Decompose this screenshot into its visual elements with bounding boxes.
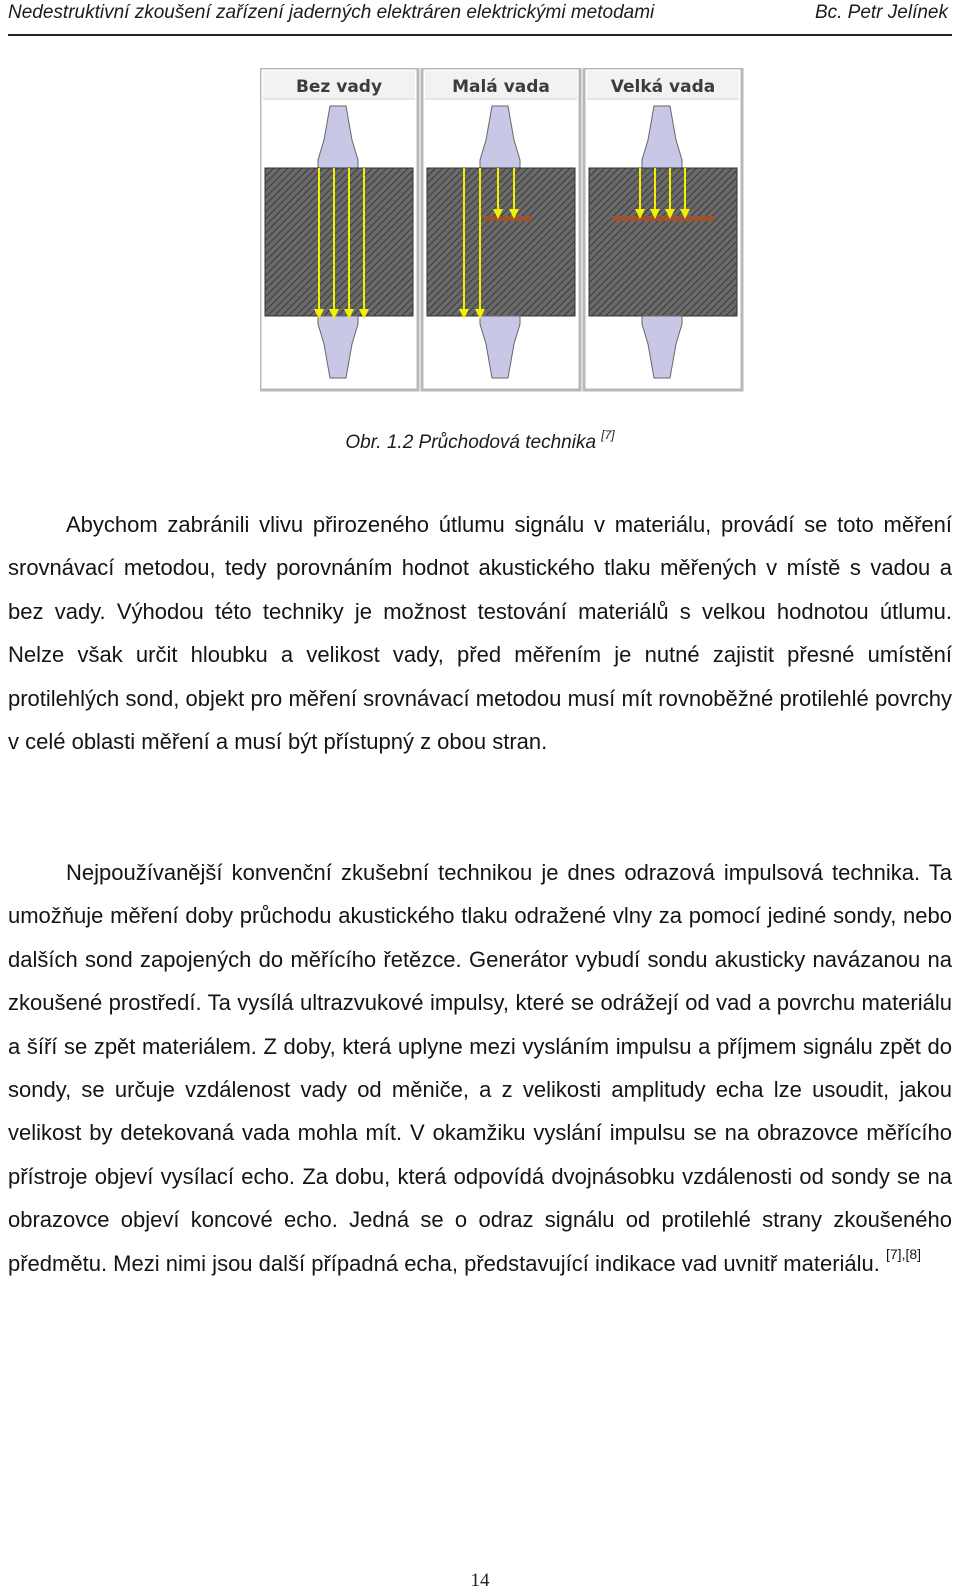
- specimen: [265, 168, 413, 316]
- paragraph-1: [8, 503, 952, 763]
- figure-caption: [0, 428, 960, 454]
- paragraph-container: [8, 851, 952, 1285]
- page-header: [8, 0, 952, 36]
- panel-label: Bez vady: [295, 77, 383, 97]
- panel-small-defect: [422, 68, 580, 390]
- specimen: [589, 168, 737, 316]
- paragraph-text: Nejpoužívanější konvenční zkušební technikou je dnes odrazová impulsová technika. Ta umožňuje měření doby průchodu akustického tlaku odražené vlny za pomocí jediné sondy, nebo dalších sond zapojených do měřícího řetězce. Generátor vybudí sondu akusticky navázanou na zkoušené prostředí. Ta vysílá ultrazvukové impulsy, které se odrážejí od vad a povrchu materiálu a šíří se zpět materiálem. Z doby, která uplyne mezi vysláním impulsu a příjmem signálu zpět do sondy, se určuje vzdálenost vady od měniče, a z velikosti amplitudy echa lze usoudit, jakou velikost by detekovaná vada mohla mít. V okamžiku vyslání impulsu se na obrazovce měřícího přístroje objeví vysílací echo. Za dobu, která odpovídá dvojnásobku vzdálenosti od sondy se na obrazovce objeví koncové echo. Jedná se o odraz signálu od protilehlé strany zkoušeného předmětu. Mezi nimi jsou další případná echa, představující indikace vad uvnitř materiálu.: [8, 860, 952, 1276]
- specimen: [427, 168, 575, 316]
- panel-label: Malá vada: [452, 77, 550, 97]
- panel-label: Velká vada: [610, 77, 716, 97]
- header-author: Bc. Petr Jelínek: [814, 2, 948, 23]
- paragraph-2: [8, 851, 952, 1285]
- panel-no-defect: [260, 68, 418, 390]
- panel-large-defect: [584, 68, 742, 390]
- large-defect: [612, 216, 714, 221]
- figure-diagram: [260, 68, 762, 393]
- small-defect: [484, 216, 532, 221]
- page-number: 14: [470, 1570, 490, 1591]
- caption-text: Obr. 1.2 Průchodová technika: [345, 432, 602, 453]
- paragraph-reference: [7],[8]: [886, 1245, 922, 1262]
- figure-through-transmission: [260, 68, 762, 393]
- header-title: Nedestruktivní zkoušení zařízení jaderných elektráren elektrickými metodami: [8, 2, 655, 23]
- caption-reference: [7]: [601, 428, 615, 442]
- paragraph-text: Abychom zabránili vlivu přirozeného útlumu signálu v materiálu, provádí se toto měření srovnávací metodou, tedy porovnáním hodnot akustického tlaku měřených v místě s vadou a bez vady. Výhodou této techniky je možnost testování materiálů s velkou hodnotou útlumu. Nelze však určit hloubku a velikost vady, před měřením je nutné zajistit přesné umístění protilehlých sond, objekt pro měření srovnávací metodou musí mít rovnoběžné protilehlé povrchy v celé oblasti měření a musí být přístupný z obou stran.: [8, 512, 952, 755]
